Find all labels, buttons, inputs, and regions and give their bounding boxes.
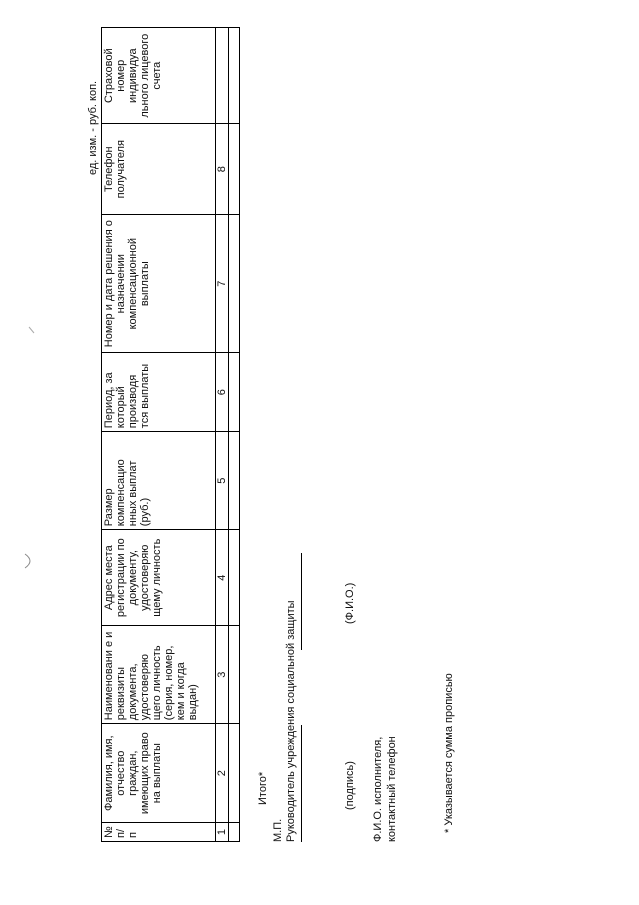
table-header-row (102, 28, 216, 842)
number-cell: 8 (216, 124, 229, 215)
name-line (301, 553, 302, 650)
header-cell-period: Период, за который производя тся выплаты (102, 353, 216, 432)
scan-speck (26, 323, 38, 335)
stamp-label: М.П. (272, 818, 284, 842)
signature-caption: (подпись) (344, 761, 356, 810)
empty-cell (229, 28, 240, 124)
contact-phone-label: контактный телефон (386, 736, 398, 842)
head-of-institution-label: Руководитель учреждения социальной защиты (285, 600, 297, 842)
empty-cell (229, 823, 240, 842)
empty-cell (229, 530, 240, 626)
scan-mark (22, 552, 36, 570)
header-cell-id-document: Наименовани е и реквизиты документа, удостоверяю щего личность (серия, номер, кем и когда выдан) (102, 626, 216, 724)
footnote: * Указывается сумма прописью (443, 673, 455, 833)
number-cell: 6 (216, 353, 229, 432)
table-empty-row (229, 28, 240, 842)
table-number-row (216, 28, 229, 842)
number-cell: 3 (216, 626, 229, 724)
signature-line (301, 725, 302, 842)
header-cell-phone: Телефон получателя (102, 124, 216, 215)
header-cell-snils: Страховой номер индивидуа льного лицевого счета (102, 28, 216, 124)
number-cell: 4 (216, 530, 229, 626)
units-note: ед. изм. - руб. коп. (87, 80, 99, 175)
empty-cell (229, 124, 240, 215)
header-cell-amount: Размер компенсацио нных выплат (руб.) (102, 432, 216, 530)
name-caption: (Ф.И.О.) (344, 582, 356, 624)
number-cell: 7 (216, 215, 229, 353)
empty-cell (229, 432, 240, 530)
header-cell-number: № п/ п (102, 823, 216, 842)
number-cell: 2 (216, 724, 229, 823)
empty-cell (229, 626, 240, 724)
header-cell-full-name: Фамилия, имя, отчество граждан, имеющих право на выплаты (102, 724, 216, 823)
header-cell-address: Адрес места регистрации по документу, удостоверяю щему личность (102, 530, 216, 626)
number-cell (216, 28, 229, 124)
total-label: Итого* (257, 771, 269, 805)
header-cell-decision: Номер и дата решения о назначении компенсационной выплаты (102, 215, 216, 353)
number-cell: 1 (216, 823, 229, 842)
number-cell: 5 (216, 432, 229, 530)
empty-cell (229, 353, 240, 432)
executor-label: Ф.И.О. исполнителя, (372, 736, 384, 842)
empty-cell (229, 724, 240, 823)
payments-table (101, 27, 240, 842)
empty-cell (229, 215, 240, 353)
